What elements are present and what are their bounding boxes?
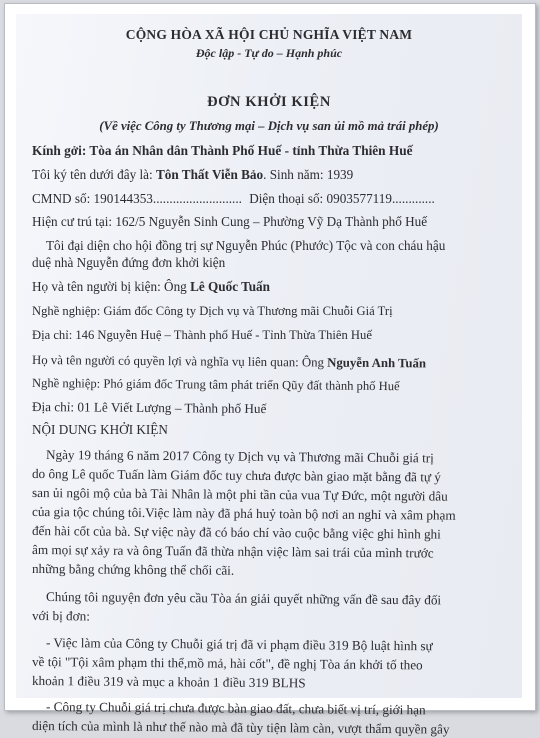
plaintiff-address: Hiện cư trú tại: 162/5 Nguyễn Sinh Cung – Phường Vỹ Dạ Thành phố Huế: [32, 214, 428, 229]
nation-header: CỘNG HÒA XÃ HỘI CHỦ NGHĨA VIỆT NAM: [125, 27, 413, 42]
plaintiff-phone-dots: .............: [391, 191, 435, 206]
photo-frame: [4, 3, 536, 737]
paragraph-1-line: san ủi ngôi mộ của bà Tài Nhân là một phi tần của vua Tự Đức, một người dâu: [31, 485, 448, 504]
motto: Độc lập - Tự do – Hạnh phúc: [195, 46, 343, 60]
defendant-name-label: Họ và tên người bị kiện: Ông: [32, 279, 187, 294]
paragraph-4-line: diện tích của mình là như thế nào mà đã tùy tiện làm càn, vượt thẩm quyền gây: [31, 718, 450, 737]
paragraph-3-line: về tội "Tội xâm phạm thi thể,mồ mả, hài cốt", đề nghị Tòa án khởi tố theo: [31, 654, 423, 673]
defendant-job: Nghề nghiệp: Giám đốc Công ty Dịch vụ và Thương mãi Chuỗi Giá Trị: [32, 304, 393, 318]
plaintiff-name: Tôn Thất Viễn Bảo: [156, 167, 264, 182]
paragraph-3-line: khoản 1 điều 319 và mục a khoản 1 điều 319 BLHS: [31, 673, 306, 691]
defendant-name: Lê Quốc Tuấn: [190, 279, 270, 294]
paragraph-1-line: âm mọi sự xảy ra và ông Tuấn đã thừa nhận việc làm sai trái của mình trước: [31, 542, 434, 561]
document-page: [16, 14, 522, 737]
content-heading: NỘI DUNG KHỞI KIỆN: [32, 422, 168, 437]
paragraph-2-line: Chúng tôi nguyện đơn yêu cầu Tòa án giải quyết những vấn đề sau đây đối: [45, 589, 442, 608]
plaintiff-phone: Diện thoại số: 0903577119: [249, 191, 392, 206]
paragraph-1-line: Ngày 19 tháng 6 năm 2017 Công ty Dịch vụ và Thương mãi Chuỗi giá trị: [45, 447, 434, 466]
paragraph-1-line: những bằng chứng không thể chối cãi.: [31, 561, 235, 578]
defendant-address: Địa chỉ: 146 Nguyễn Huệ – Thành phố Huế - Tỉnh Thừa Thiên Huế: [32, 328, 372, 342]
document-subtitle: (Về việc Công ty Thương mại – Dịch vụ san ủi mồ mả trái phép): [99, 119, 439, 133]
paragraph-1-line: đến hài cốt của bà. Sự việc này đã có báo chí vào cuộc bằng việc ghi hình ghi: [31, 523, 441, 542]
plaintiff-name-line: [32, 167, 353, 183]
plaintiff-id: CMND số: 190144353: [32, 191, 153, 206]
related-party-name-label: Họ và tên người có quyền lợi và nghĩa vụ liên quan: Ông: [31, 353, 325, 370]
related-party-address: Địa chỉ: 01 Lê Viết Lượng – Thành phố Huế: [31, 399, 267, 417]
recipient: Kính gởi: Tòa án Nhân dân Thành Phố Huế - tỉnh Thừa Thiên Huế: [32, 143, 413, 158]
representation-line-1: Tôi đại diện cho hội đồng trị sự Nguyễn Phúc (Phước) Tộc và con cháu hậu: [46, 238, 446, 253]
related-party-job: Nghề nghiệp: Phó giám đốc Trung tâm phát triển Qũy đất thành phố Huế: [31, 376, 400, 394]
paragraph-4-line: - Công ty Chuỗi giá trị chưa được bàn giao đất, chưa biết vị trí, giới hạn: [45, 699, 426, 718]
document-title: ĐƠN KHỞI KIỆN: [207, 94, 331, 110]
paragraph-1-line: của gia tộc chúng tôi.Việc làm này đã phá huỷ toàn bộ nơi an nghỉ và xâm phạm: [31, 504, 456, 523]
plaintiff-id-dots: ...........................: [152, 191, 242, 206]
related-party-name-line: [32, 352, 426, 371]
representation-line-2: duệ nhà Nguyễn đứng đơn khởi kiện: [32, 255, 226, 270]
paragraph-3-line: - Việc làm của Công ty Chuỗi giá trị đã vi phạm điều 319 Bộ luật hình sự: [45, 635, 433, 654]
paragraph-2-line: với bị đơn:: [31, 608, 90, 624]
paragraph-1-line: do ông Lê quốc Tuấn làm Giám đốc tuy chưa được bàn giao mặt bằng đã tự ý: [31, 466, 442, 485]
plaintiff-id-line: [32, 191, 435, 207]
plaintiff-name-label: Tôi ký tên dưới đây là:: [32, 167, 153, 182]
defendant-name-line: [32, 279, 270, 295]
related-party-name: Nguyễn Anh Tuấn: [327, 355, 427, 371]
plaintiff-birth: . Sinh năm: 1939: [263, 167, 354, 182]
